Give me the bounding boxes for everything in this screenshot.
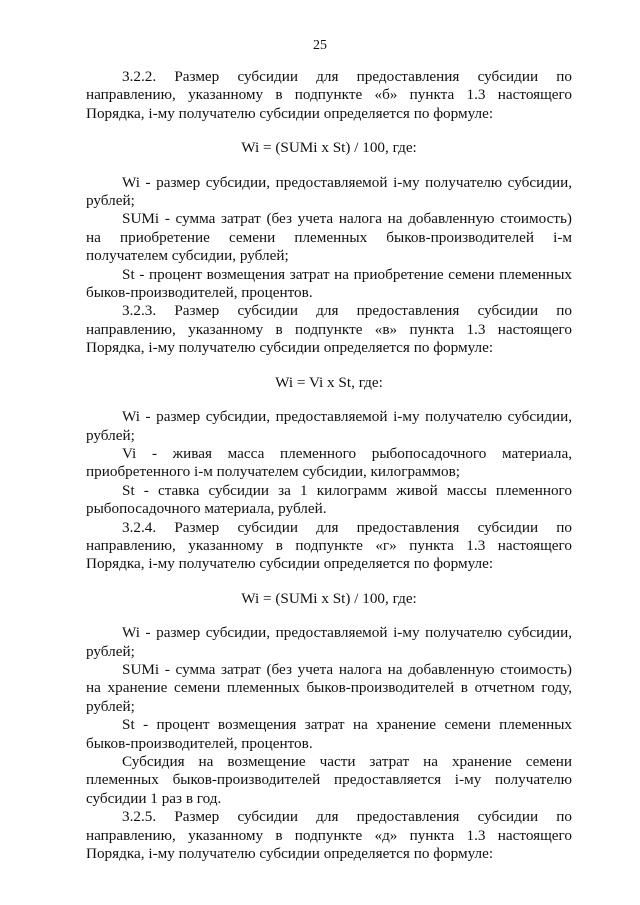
definition-wi: Wi - размер субсидии, предоставляемой i-му получателю субсидии, рублей; bbox=[86, 624, 572, 660]
definition-wi: Wi - размер субсидии, предоставляемой i-му получателю субсидии, рублей; bbox=[86, 173, 572, 210]
definition-st: St - процент возмещения затрат на хранение семени племенных быков-производителей, процентов. bbox=[86, 716, 572, 752]
definition-sumi: SUMi - сумма затрат (без учета налога на добавленную стоимость) на хранение семени племенных быков-производителей в отчетном году, рублей; bbox=[86, 660, 572, 715]
paragraph-subsidy-frequency: Субсидия на возмещение части затрат на хранение семени племенных быков-производителей предоставляется i-му получателю субсидии 1 раз в год. bbox=[86, 753, 572, 807]
definition-st: St - процент возмещения затрат на приобретение семени племенных быков-производителей, процентов. bbox=[86, 265, 572, 302]
definition-wi: Wi - размер субсидии, предоставляемой i-му получателю субсидии, рублей; bbox=[86, 408, 572, 444]
formula-wi-sumi: Wi = (SUMi x St) / 100, где: bbox=[241, 589, 417, 607]
paragraph-3-2-4: 3.2.4. Размер субсидии для предоставления субсидии по направлению, указанному в подпункте «г» пункта 1.3 настоящего Порядка, i-му получателю субсидии определяется по формуле: bbox=[86, 518, 572, 573]
paragraph-3-2-2: 3.2.2. Размер субсидии для предоставления субсидии по направлению, указанному в подпункте «б» пункта 1.3 настоящего Порядка, i-му получателю субсидии определяется по формуле: bbox=[86, 68, 572, 122]
formula-wi-sumi: Wi = (SUMi x St) / 100, где: bbox=[241, 139, 417, 157]
definition-sumi: SUMi - сумма затрат (без учета налога на добавленную стоимость) на приобретение семени племенных быков-производителей i-м получателем субсидии, рублей; bbox=[86, 210, 572, 265]
document-body bbox=[86, 68, 572, 863]
definition-st: St - ставка субсидии за 1 килограмм живой массы племенного рыбопосадочного материала, рублей. bbox=[86, 481, 572, 518]
page-number: 25 bbox=[313, 38, 327, 53]
paragraph-3-2-3: 3.2.3. Размер субсидии для предоставления субсидии по направлению, указанному в подпункте «в» пункта 1.3 настоящего Порядка, i-му получателю субсидии определяется по формуле: bbox=[86, 302, 572, 357]
paragraph-3-2-5: 3.2.5. Размер субсидии для предоставления субсидии по направлению, указанному в подпункте «д» пункта 1.3 настоящего Порядка, i-му получателю субсидии определяется по формуле: bbox=[86, 808, 572, 863]
formula-wi-vi: Wi = Vi x St, где: bbox=[275, 373, 383, 391]
definition-vi: Vi - живая масса племенного рыбопосадочного материала, приобретенного i-м получателем субсидии, килограммов; bbox=[86, 444, 572, 481]
